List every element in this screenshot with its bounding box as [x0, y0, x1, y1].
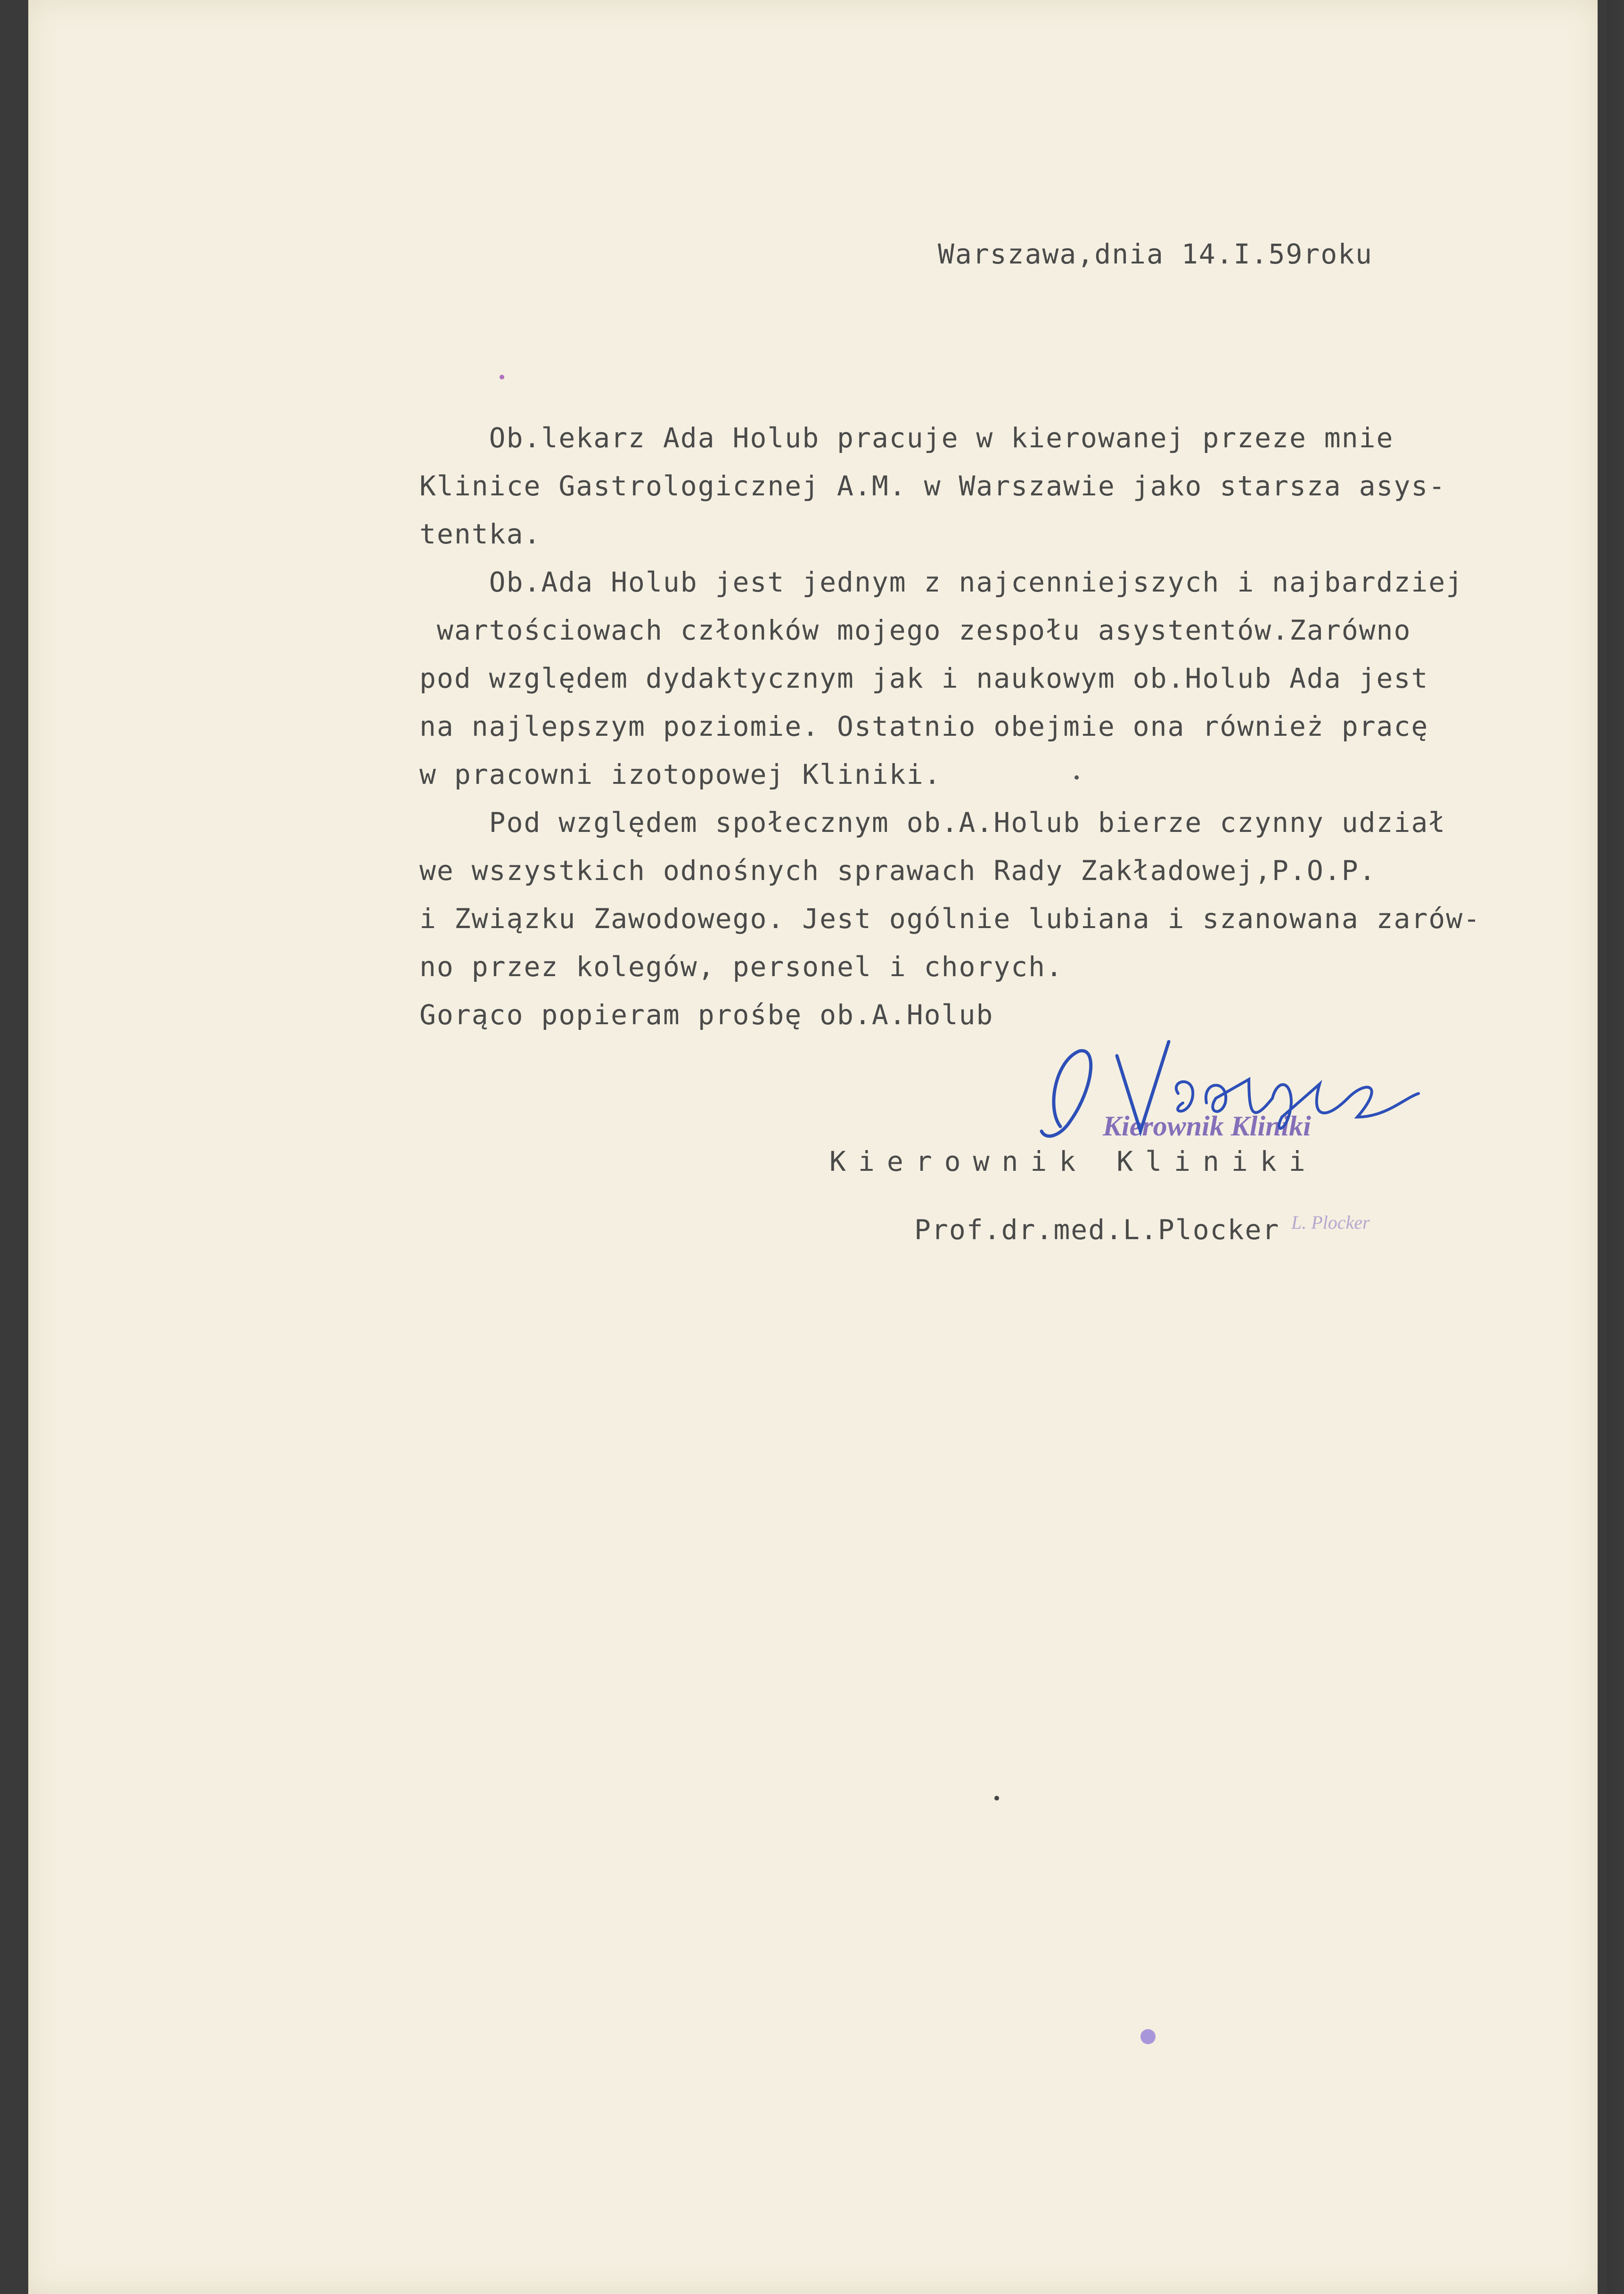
body-line: i Związku Zawodowego. Jest ogólnie lubiana i szanowana zarów- — [419, 903, 1481, 935]
ink-speck — [1140, 2029, 1156, 2044]
letter-body — [419, 422, 1481, 1047]
body-line: w pracowni izotopowej Kliniki. — [419, 758, 942, 790]
page-edge-shadow — [1607, 0, 1621, 2294]
ink-speck — [994, 1796, 999, 1801]
body-line: na najlepszym poziomie. Ostatnio obejmie ona również pracę — [419, 710, 1429, 742]
body-line: Ob.Ada Holub jest jednym z najcenniejszych i najbardziej — [419, 566, 1464, 598]
body-line: tentka. — [419, 518, 541, 550]
body-line: we wszystkich odnośnych sprawach Rady Zakładowej,P.O.P. — [419, 855, 1377, 887]
closing-title: Kierownik Kliniki — [829, 1145, 1318, 1177]
ink-speck — [1074, 775, 1079, 780]
body-line: wartościowach członków mojego zespołu asystentów.Zarówno — [419, 614, 1411, 646]
body-line: Klinice Gastrologicznej A.M. w Warszawie jako starsza asys- — [419, 470, 1446, 502]
date-line: Warszawa,dnia 14.I.59roku — [938, 238, 1373, 270]
body-line: Ob.lekarz Ada Holub pracuje w kierowanej przeze mnie — [419, 422, 1394, 454]
body-line: Gorąco popieram prośbę ob.A.Holub — [419, 999, 994, 1031]
body-line: Pod względem społecznym ob.A.Holub bierze czynny udział — [419, 806, 1446, 839]
stamp-name: L. Plocker — [1291, 1212, 1370, 1233]
letter-page — [28, 0, 1598, 2294]
body-line: no przez kolegów, personel i chorych. — [419, 951, 1064, 983]
stamp-title: Kierownik Kliniki — [1103, 1110, 1311, 1142]
handwritten-signature — [1027, 1023, 1423, 1155]
ink-speck — [500, 375, 504, 379]
body-line: pod względem dydaktycznym jak i naukowym ob.Holub Ada jest — [419, 662, 1429, 694]
signatory-name: Prof.dr.med.L.Plocker — [914, 1214, 1280, 1246]
